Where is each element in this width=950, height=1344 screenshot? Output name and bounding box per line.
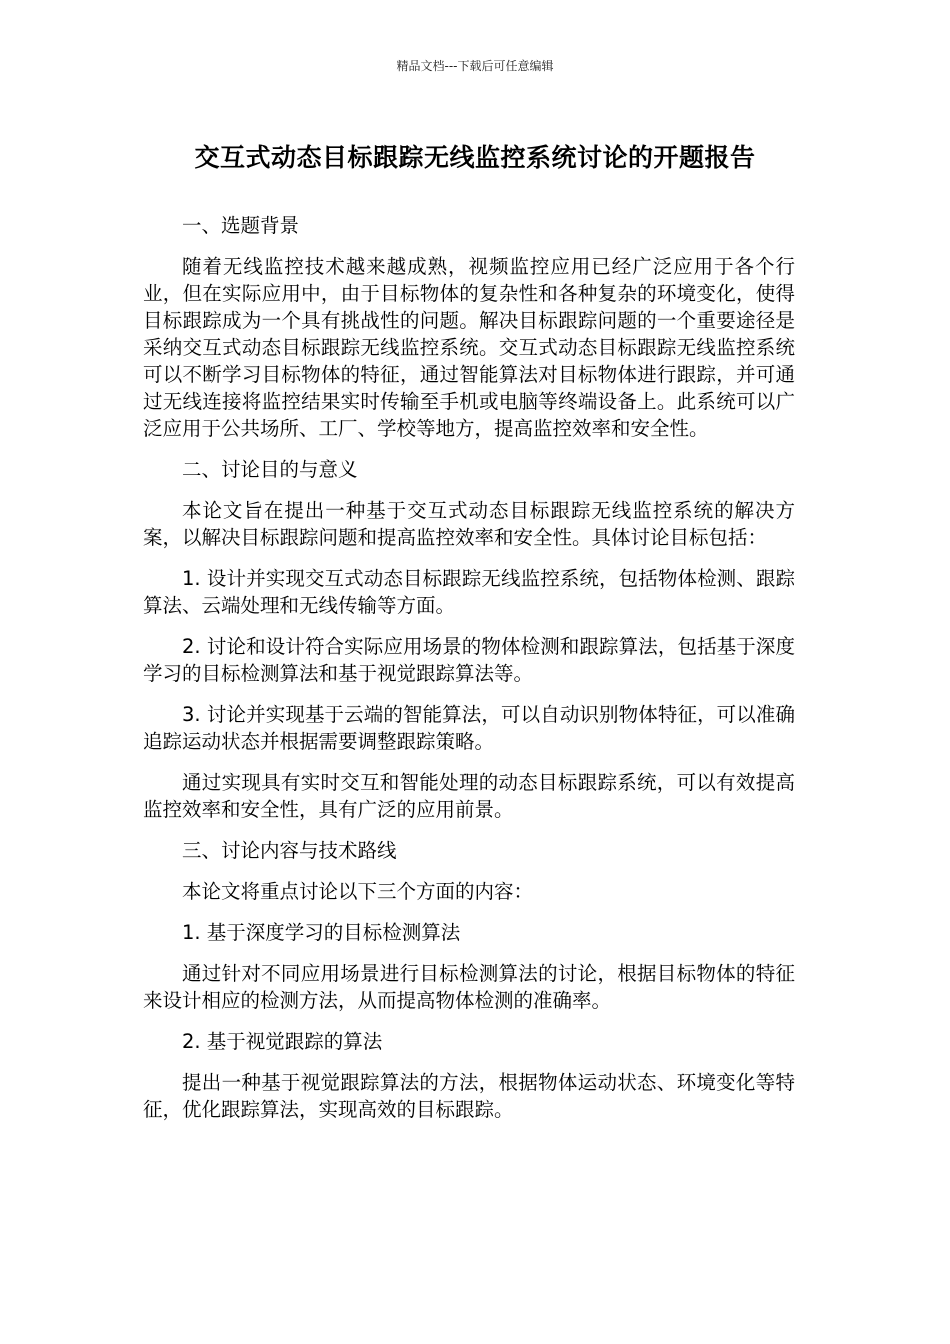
page-header-note: 精品文档---下载后可任意编辑	[396, 59, 554, 73]
document-body	[143, 212, 795, 1137]
section-heading-content: 三、讨论内容与技术路线	[182, 839, 397, 862]
list-item-goal-3: 3. 讨论并实现基于云端的智能算法，可以自动识别物体特征，可以准确追踪运动状态并根据需要调整跟踪策略。	[143, 703, 795, 753]
subheading-detection: 1. 基于深度学习的目标检测算法	[182, 921, 461, 944]
list-item-goal-2: 2. 讨论和设计符合实际应用场景的物体检测和跟踪算法，包括基于深度学习的目标检测算法和基于视觉跟踪算法等。	[143, 635, 795, 685]
list-item-goal-1: 1. 设计并实现交互式动态目标跟踪无线监控系统，包括物体检测、跟踪算法、云端处理和无线传输等方面。	[143, 567, 795, 617]
subheading-tracking: 2. 基于视觉跟踪的算法	[182, 1030, 383, 1053]
section-heading-background: 一、选题背景	[182, 214, 300, 237]
section-heading-purpose: 二、讨论目的与意义	[182, 458, 358, 481]
document-title: 交互式动态目标跟踪无线监控系统讨论的开题报告	[194, 143, 756, 172]
paragraph-purpose-intro: 本论文旨在提出一种基于交互式动态目标跟踪无线监控系统的解决方案，以解决目标跟踪问题和提高监控效率和安全性。具体讨论目标包括：	[143, 499, 795, 549]
paragraph-background: 随着无线监控技术越来越成熟，视频监控应用已经广泛应用于各个行业，但在实际应用中，由于目标物体的复杂性和各种复杂的环境变化，使得目标跟踪成为一个具有挑战性的问题。解决目标跟踪问题的一个重要途径是采纳交互式动态目标跟踪无线监控系统。交互式动态目标跟踪无线监控系统可以不断学习目标物体的特征，通过智能算法对目标物体进行跟踪，并可通过无线连接将监控结果实时传输至手机或电脑等终端设备上。此系统可以广泛应用于公共场所、工厂、学校等地方，提高监控效率和安全性。	[143, 255, 795, 440]
paragraph-content-intro: 本论文将重点讨论以下三个方面的内容：	[182, 880, 534, 903]
paragraph-tracking: 提出一种基于视觉跟踪算法的方法，根据物体运动状态、环境变化等特征，优化跟踪算法，实现高效的目标跟踪。	[143, 1071, 795, 1121]
paragraph-purpose-summary: 通过实现具有实时交互和智能处理的动态目标跟踪系统，可以有效提高监控效率和安全性，具有广泛的应用前景。	[143, 771, 795, 821]
paragraph-detection: 通过针对不同应用场景进行目标检测算法的讨论，根据目标物体的特征来设计相应的检测方法，从而提高物体检测的准确率。	[143, 962, 795, 1012]
